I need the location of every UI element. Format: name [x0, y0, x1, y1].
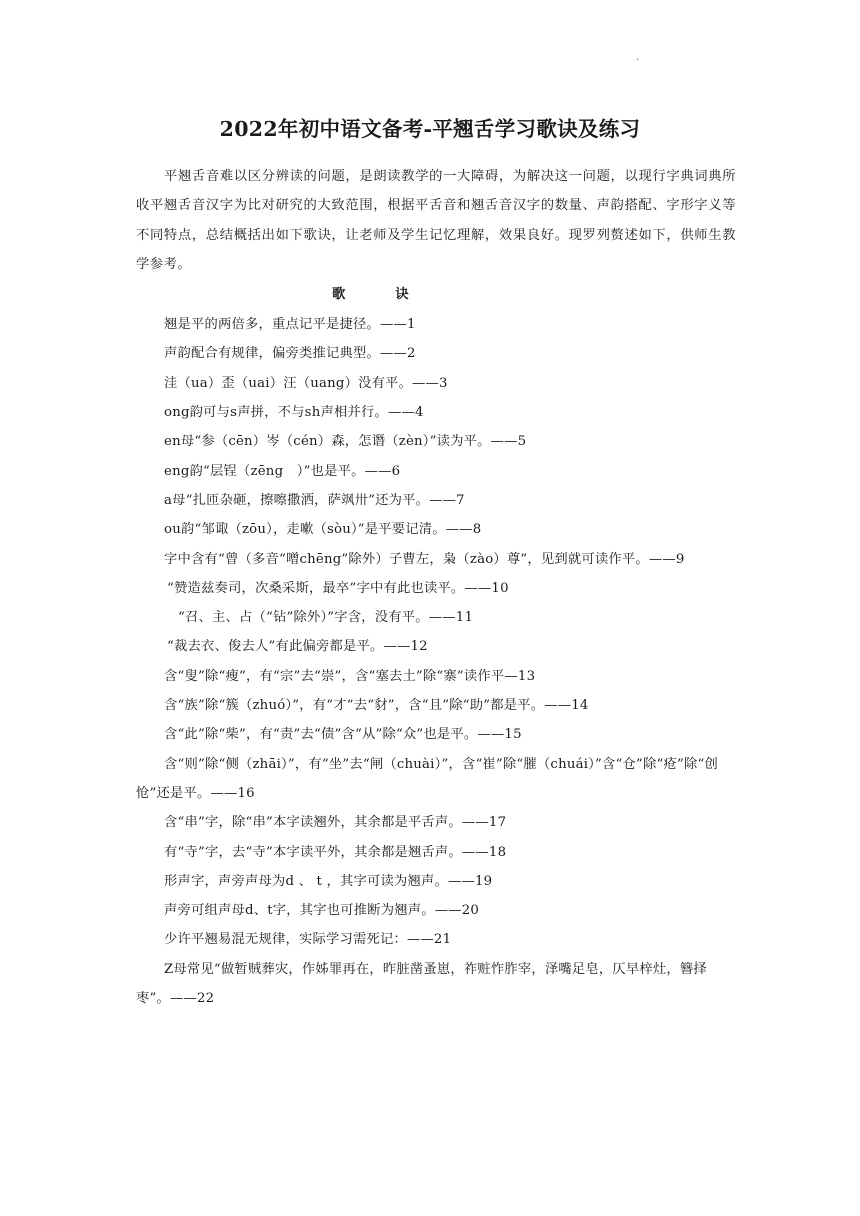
intro-paragraph: 平翘舌音难以区分辨读的问题，是朗读教学的一大障碍，为解决这一问题，以现行字典词典所收平翘舌音汉字为比对研究的大致范围，根据平舌音和翘舌音汉字的数量、声韵搭配、字形字义等不同特点，总结概括出如下歌诀，让老师及学生记忆理解，效果良好。现罗列赘述如下，供师生教学参考。: [136, 169, 736, 272]
page-mark: .: [636, 52, 640, 63]
rhyme-line-3: 洼（ua）歪（uai）汪（uang）没有平。——3: [164, 375, 448, 391]
rhyme-line-7: a母“扎匝杂砸，擦嚓撒洒，萨飒卅”还为平。——7: [164, 492, 465, 508]
rhyme-line-15: 含“此”除“柴”，有“责”去“债”含“从”除“众”也是平。——15: [164, 727, 522, 743]
rhyme-line-1: 翘是平的两倍多，重点记平是捷径。——1: [164, 317, 416, 333]
rhyme-line-11: “召、主、占（“钻”除外）”字含，没有平。——11: [178, 610, 474, 626]
rhyme-line-9: 字中含有“曾（多音“噌chēng”除外）子曹左，枭（zào）尊”，见到就可读作平。——9: [164, 551, 685, 567]
section-heading: [332, 279, 736, 310]
rhyme-line-19: 形声字，声旁声母为d 、 t ，其字可读为翘声。——19: [164, 873, 493, 889]
rhyme-line-21: 少许平翘易混无规律，实际学习需死记：——21: [164, 932, 452, 948]
rhyme-line-4: ong韵可与s声拼，不与sh声相并行。——4: [164, 405, 424, 421]
rhyme-line-22: Z母常见“做暂贼葬灾，作姊罪再在，昨脏凿蚤崽，祚赃怍胙宰，泽嘴足皂，仄早梓灶，簪择枣”。——22: [136, 961, 707, 1007]
rhyme-line-5: en母“参（cēn）岑（cén）森，怎谮（zèn）”读为平。——5: [164, 434, 527, 450]
rhyme-line-14: 含“族”除“簇（zhuó）”，有“才”去“豺”，含“且”除“助”都是平。——14: [164, 698, 589, 714]
rhyme-line-10: “赞造兹奏司，次桑采斯，最卒”字中有此也读平。——10: [167, 580, 509, 596]
document-body: [136, 162, 736, 1013]
rhyme-line-13: 含“叟”除“瘦”，有“宗”去“崇”，含“塞去土”除“寨”读作平—13: [164, 668, 536, 684]
rhyme-list: [136, 310, 736, 1013]
intro-section: [136, 162, 736, 279]
rhyme-line-16: 含“则”除“侧（zhāi）”，有“坐”去“闸（chuài）”，含“崔”除“膗（chuái）”含“仓”除“疮”除“创怆”还是平。——16: [136, 756, 718, 801]
rhyme-line-17: 含“串”字，除“串”本字读翘外，其余都是平舌声。——17: [164, 815, 507, 831]
rhyme-line-6: eng韵“层锃（zēng ）”也是平。——6: [164, 463, 401, 479]
document-title: 2022年初中语文备考-平翘舌学习歌诀及练习: [219, 117, 641, 141]
rhyme-line-8: ou韵“邹诹（zōu），走嗽（sòu）”是平要记清。——8: [164, 522, 482, 538]
section-heading-right: 诀: [395, 287, 409, 303]
rhyme-line-20: 声旁可组声母d、t字，其字也可推断为翘声。——20: [164, 903, 480, 919]
rhyme-line-12: “裁去衣、俊去人”有此偏旁都是平。——12: [167, 639, 428, 655]
rhyme-line-18: 有“寺”字，去“寺”本字读平外，其余都是翘舌声。——18: [164, 844, 507, 860]
rhyme-line-2: 声韵配合有规律，偏旁类推记典型。——2: [164, 346, 416, 362]
section-heading-left: 歌: [332, 287, 346, 303]
